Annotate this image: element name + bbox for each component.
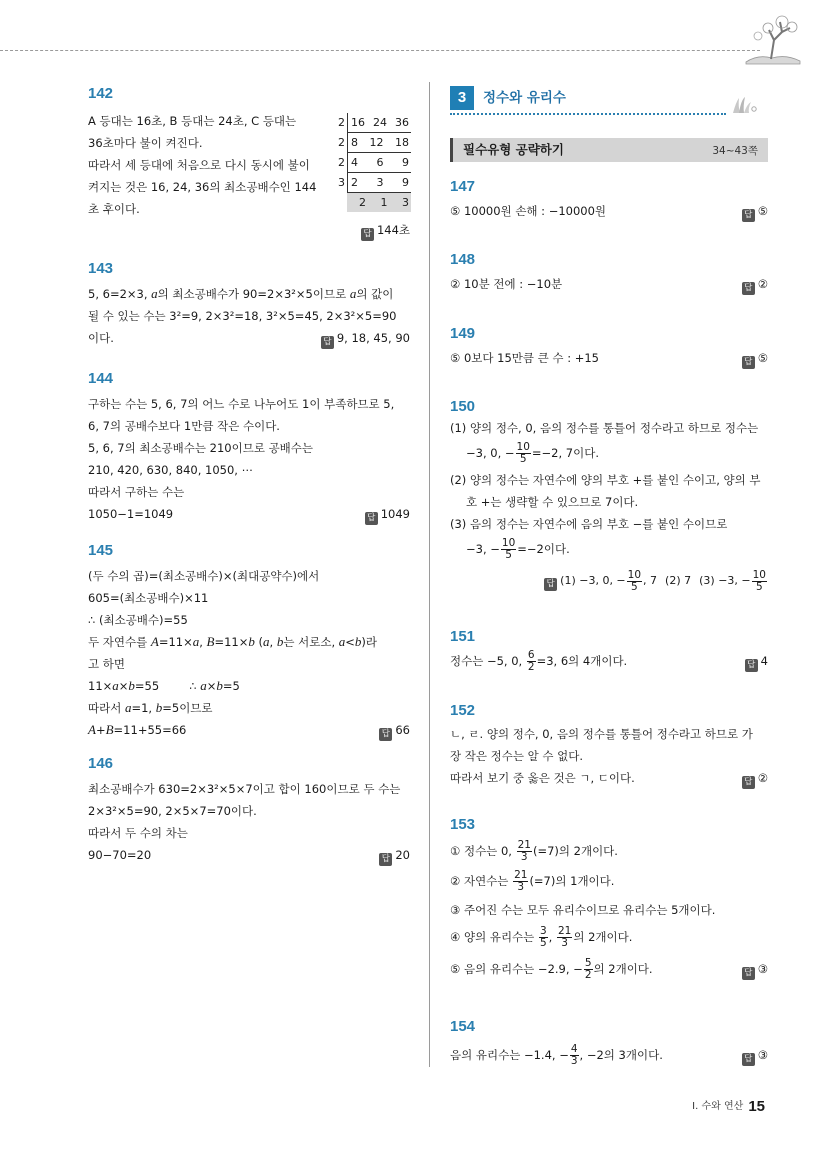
ladder-value: 3 — [402, 196, 409, 209]
solution-line: (두 수의 곱)=(최소공배수)×(최대공약수)에서 — [88, 569, 320, 583]
solution-line: 음의 유리수는 −1.4, − $\frac{4}{3}$ , −2의 3개이다. — [450, 1043, 663, 1067]
solution-line: ② 자연수는 $\frac{21}{3}$ (=7)의 1개이다. — [450, 869, 615, 893]
ladder-value: 4 — [351, 156, 358, 169]
solution-line: 따라서 a=1, b=5이므로 — [88, 700, 213, 715]
answer: 답 4 — [745, 653, 768, 672]
ladder-row — [335, 193, 411, 213]
answer-mark-icon: 답 — [379, 728, 392, 741]
solution-line: ⑤ 음의 유리수는 −2.9, − $\frac{5}{2}$ 의 2개이다. — [450, 957, 653, 981]
solution-line: 구하는 수는 5, 6, 7의 어느 수로 나누어도 1이 부족하므로 5, — [88, 397, 395, 411]
fraction: $\frac{10}{5}$ — [752, 568, 766, 593]
solution-line: 605=(최소공배수)×11 — [88, 591, 209, 605]
solution-line: ③ 주어진 수는 모두 유리수이므로 유리수는 5개이다. — [450, 903, 716, 917]
ladder-value: 12 — [369, 136, 384, 149]
solution-line: ∴ (최소공배수)=55 — [88, 613, 188, 627]
solution-line: ㄴ, ㄹ. 양의 정수, 0, 음의 정수를 통틀어 정수라고 하므로 가 — [450, 727, 753, 741]
solution-line: (1) 양의 정수, 0, 음의 정수를 통틀어 정수라고 하므로 정수는 — [450, 421, 759, 435]
solution-line: 고 하면 — [88, 657, 125, 671]
problem-number: 145 — [88, 542, 114, 559]
problem-number: 144 — [88, 370, 114, 387]
problem-142 — [88, 85, 410, 239]
ladder-value: 2 — [351, 176, 358, 189]
answer-mark-icon: 답 — [742, 1053, 755, 1066]
fraction: $\frac{10}{5}$ — [627, 568, 642, 593]
ladder-row — [335, 113, 411, 133]
ladder-divisor: 2 — [338, 156, 345, 169]
ladder-value: 24 — [373, 116, 387, 129]
problem-number: 146 — [88, 755, 114, 772]
ladder-value: 36 — [395, 116, 409, 129]
problem-152 — [450, 702, 768, 787]
ladder-value: 18 — [395, 136, 409, 149]
solution-line: 5, 6=2×3, a의 최소공배수가 90=2×3²×5이므로 a의 값이 — [88, 286, 394, 301]
answer: 답 ⑤ — [742, 350, 768, 369]
solution-line: 36초마다 불이 켜진다. — [88, 136, 203, 150]
solution-line: 따라서 세 등대에 처음으로 다시 동시에 불이 — [88, 158, 310, 172]
answer: 답 1049 — [365, 506, 410, 525]
chapter-label: I. 수와 연산 — [692, 1101, 744, 1112]
problem-149 — [450, 325, 768, 367]
plant-icon — [730, 96, 758, 114]
ladder-row — [335, 173, 411, 193]
solution-line: 따라서 두 수의 차는 — [88, 826, 188, 840]
answer-mark-icon: 답 — [742, 209, 755, 222]
problem-number: 143 — [88, 260, 114, 277]
answer-mark-icon: 답 — [365, 512, 378, 525]
fraction: $\frac{3}{5}$ — [539, 925, 547, 949]
ladder-value: 16 — [351, 116, 365, 129]
ladder-divisor: 2 — [338, 136, 345, 149]
solution-line: 두 자연수를 A=11×a, B=11×b (a, b는 서로소, a<b)라 — [88, 634, 378, 649]
problem-145 — [88, 542, 410, 739]
problem-143 — [88, 260, 410, 347]
subsection-title: 필수유형 공략하기 — [463, 142, 564, 157]
column-divider — [429, 82, 430, 1067]
header-rule — [0, 50, 760, 51]
solution-line: 될 수 있는 수는 3²=9, 2×3²=18, 3²×5=45, 2×3²×5=90 — [88, 309, 397, 323]
solution-line: 최소공배수가 630=2×3²×5×7이고 합이 160이므로 두 수는 — [88, 782, 401, 796]
solution-line: 11×a×b=55 ∴ a×b=5 — [88, 678, 240, 693]
problem-number: 142 — [88, 85, 114, 102]
solution-line: ⑤ 10000원 손해 : −10000원 — [450, 204, 607, 218]
solution-line: 6, 7의 공배수보다 1만큼 작은 수이다. — [88, 419, 280, 433]
tree-illustration-icon — [738, 14, 808, 66]
fraction: $\frac{10}{5}$ — [501, 537, 516, 561]
problem-148 — [450, 251, 768, 293]
answer-mark-icon: 답 — [742, 967, 755, 980]
answer-mark-icon: 답 — [745, 659, 758, 672]
answer-mark-icon: 답 — [361, 228, 374, 241]
problem-number: 153 — [450, 816, 476, 833]
solution-line: 장 작은 정수는 알 수 없다. — [450, 749, 584, 763]
solution-line: 정수는 −5, 0, $\frac{6}{2}$ =3, 6의 4개이다. — [450, 649, 628, 673]
ladder-divisor: 2 — [338, 116, 345, 129]
ladder-divisor: 3 — [338, 176, 345, 189]
fraction: $\frac{4}{3}$ — [570, 1043, 578, 1067]
answer-mark-icon: 답 — [742, 776, 755, 789]
solution-line: ① 정수는 0, $\frac{21}{3}$ (=7)의 2개이다. — [450, 839, 618, 863]
solution-line: 210, 420, 630, 840, 1050, ⋯ — [88, 463, 254, 477]
fraction: $\frac{21}{3}$ — [557, 925, 572, 949]
solution-line: 2×3²×5=90, 2×5×7=70이다. — [88, 804, 257, 818]
problem-147 — [450, 178, 768, 220]
answer: 답 ② — [742, 276, 768, 295]
solution-line: A 등대는 16초, B 등대는 24초, C 등대는 — [88, 114, 297, 128]
answer: 답 ③ — [742, 1047, 768, 1066]
problem-number: 154 — [450, 1018, 476, 1035]
ladder-row — [335, 153, 411, 173]
page-number: 15 — [748, 1098, 765, 1115]
fraction: $\frac{21}{3}$ — [517, 839, 531, 863]
answer-mark-icon: 답 — [742, 356, 755, 369]
answer: 답 9, 18, 45, 90 — [321, 330, 410, 349]
solution-line: (2) 양의 정수는 자연수에 양의 부호 +를 붙인 수이고, 양의 부 — [450, 473, 761, 487]
answer: 답 ② — [742, 770, 768, 789]
solution-line: 이다. — [88, 331, 114, 345]
ladder-value: 1 — [380, 196, 388, 209]
fraction: $\frac{6}{2}$ — [527, 649, 535, 673]
solution-line: −3, − $\frac{10}{5}$ =−2이다. — [466, 537, 570, 561]
solution-line: 따라서 구하는 수는 — [88, 485, 185, 499]
solution-line: ⑤ 0보다 15만큼 큰 수 : +15 — [450, 351, 599, 365]
fraction: $\frac{5}{2}$ — [584, 957, 592, 981]
problem-number: 147 — [450, 178, 476, 195]
solution-line: ② 10분 전에 : −10분 — [450, 277, 563, 291]
section-dotted-rule — [450, 113, 726, 115]
subsection-pages: 34~43쪽 — [712, 145, 758, 157]
solution-line: (3) 음의 정수는 자연수에 음의 부호 −를 붙인 수이므로 — [450, 517, 728, 531]
ladder-value: 9 — [402, 156, 409, 169]
problem-153 — [450, 816, 768, 981]
solution-line: 5, 6, 7의 최소공배수는 210이므로 공배수는 — [88, 441, 314, 455]
solution-line: 따라서 보기 중 옳은 것은 ㄱ, ㄷ이다. — [450, 771, 635, 785]
ladder-value: 8 — [351, 136, 358, 149]
solution-line: 1050−1=1049 — [88, 507, 174, 521]
answer: 답 ③ — [742, 961, 768, 980]
problem-154 — [450, 1018, 768, 1067]
ladder-value: 2 — [359, 196, 366, 209]
division-ladder — [335, 113, 411, 213]
fraction: $\frac{10}{5}$ — [516, 441, 530, 465]
solution-line: A+B=11+55=66 — [88, 722, 187, 737]
problem-number: 151 — [450, 628, 476, 645]
section-title: 정수와 유리수 — [483, 90, 566, 106]
solution-line: 켜지는 것은 16, 24, 36의 최소공배수인 144 — [88, 180, 317, 194]
problem-number: 148 — [450, 251, 476, 268]
answer: 답 ⑤ — [742, 203, 768, 222]
answer: 답 144초 — [361, 222, 410, 241]
ladder-value: 3 — [376, 176, 384, 189]
solution-line: ④ 양의 유리수는 $\frac{3}{5}$ , $\frac{21}{3}$ 의 2개이다. — [450, 925, 633, 949]
problem-number: 149 — [450, 325, 476, 342]
answer: 답 66 — [379, 722, 410, 741]
answer: 답 20 — [379, 847, 410, 866]
ladder-value: 9 — [402, 176, 409, 189]
answer-mark-icon: 답 — [544, 578, 557, 591]
fraction: $\frac{21}{3}$ — [514, 869, 528, 893]
solution-line: 초 후이다. — [88, 202, 140, 216]
section-number-badge: 3 — [450, 86, 474, 110]
problem-146 — [88, 755, 410, 864]
problem-151 — [450, 628, 768, 673]
answer-mark-icon: 답 — [742, 282, 755, 295]
problem-number: 150 — [450, 398, 476, 415]
page-footer — [692, 1097, 765, 1115]
ladder-row — [335, 133, 411, 153]
subsection-bar — [450, 138, 768, 162]
solution-line: 호 +는 생략할 수 있으므로 7이다. — [466, 495, 639, 509]
problem-150 — [450, 398, 768, 593]
problem-number: 152 — [450, 702, 476, 719]
ladder-value: 6 — [376, 156, 384, 169]
solution-line: 90−70=20 — [88, 848, 152, 862]
solution-line: −3, 0, − $\frac{10}{5}$ =−2, 7이다. — [466, 441, 599, 465]
problem-144 — [88, 370, 410, 523]
answer-mark-icon: 답 — [379, 853, 392, 866]
answer-mark-icon: 답 — [321, 336, 334, 349]
answer: 답 (1) −3, 0, − $\frac{10}{5}$ , 7 (2) 7 (3) −3, − $\frac{10}{5}$ — [544, 568, 768, 594]
